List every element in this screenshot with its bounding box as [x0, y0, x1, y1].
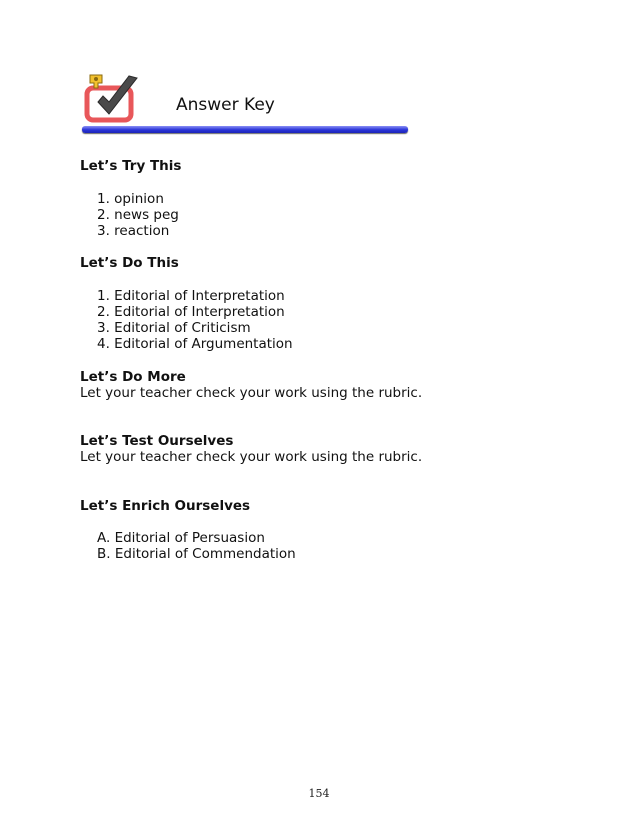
section-title-do-this: Let’s Do This: [80, 255, 179, 271]
section-title-do-more: Let’s Do More: [80, 369, 186, 385]
answer-item: 2. news peg: [97, 207, 179, 223]
page-title: Answer Key: [176, 95, 275, 115]
section-title-test-ourselves: Let’s Test Ourselves: [80, 433, 234, 449]
section-title-try-this: Let’s Try This: [80, 158, 182, 174]
section-text: Let your teacher check your work using the rubric.: [80, 449, 423, 465]
title-underline-bar: [82, 126, 408, 133]
checkmark-checkbox-icon: [84, 72, 142, 124]
answer-item: 2. Editorial of Interpretation: [97, 304, 285, 320]
answer-item: 1. opinion: [97, 191, 164, 207]
answer-item: A. Editorial of Persuasion: [97, 530, 265, 546]
section-title-enrich-ourselves: Let’s Enrich Ourselves: [80, 498, 251, 514]
page-number: 154: [308, 787, 330, 800]
section-text: Let your teacher check your work using the rubric.: [80, 385, 423, 401]
answer-item: B. Editorial of Commendation: [97, 546, 296, 562]
answer-item: 3. Editorial of Criticism: [97, 320, 251, 336]
answer-item: 3. reaction: [97, 223, 170, 239]
answer-item: 1. Editorial of Interpretation: [97, 288, 285, 304]
answer-item: 4. Editorial of Argumentation: [97, 336, 293, 352]
